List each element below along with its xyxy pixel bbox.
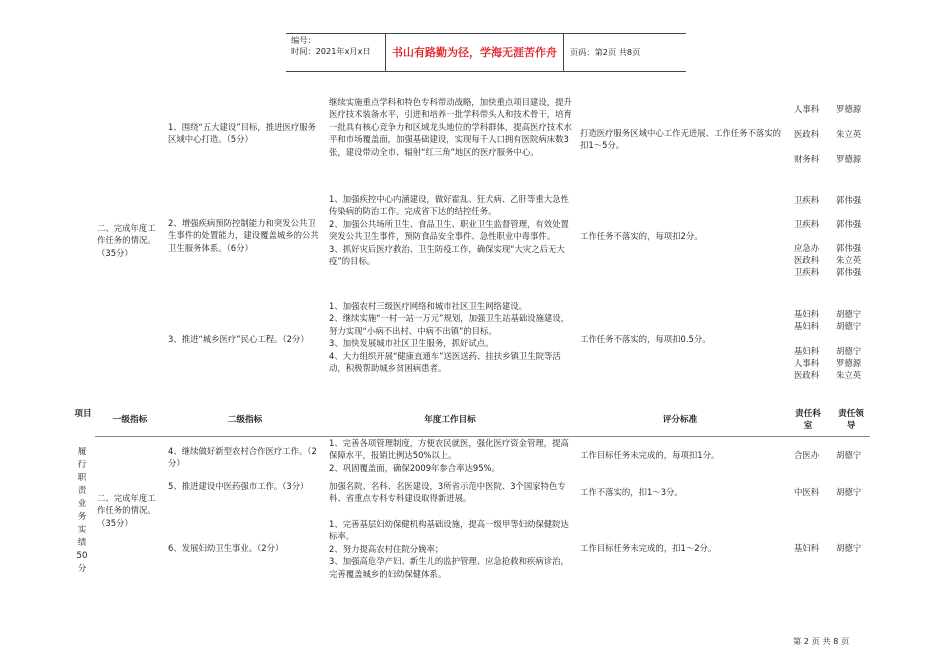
row2-level2: 2、增强疾病预防控制能力和突发公共卫生事件的处置能力，建设覆盖城乡的公共卫生服务体系。（6分） (168, 218, 319, 253)
row2-leader-3: 郭伟强 (836, 243, 862, 253)
col-level2: 二级指标 (227, 415, 263, 425)
row3-leader-2: 胡德宁 (836, 321, 862, 331)
row3-leader-4: 罗德源 (836, 358, 862, 368)
row3-dept-4: 人事科 (794, 358, 820, 368)
time-label: 时间：2021年x月x日 (291, 46, 371, 56)
item-char-6: 务 (77, 512, 87, 522)
row1-goal: 继续实施重点学科和特色专科带动战略，加快重点项目建设，提升医疗技术装备水平，引进和培养一批学科带头人和技术骨干，培育一批具有核心竞争力和区域龙头地位的学科群体，提高医疗技术水平和市场覆盖面，加强基础建设，实现每千人口拥有医院病床数3张，建设带动全市、辐射“红三角”地区的医疗服务中心。 (329, 97, 572, 157)
row3-dept-2: 基妇科 (794, 321, 820, 331)
row2-dept-2: 卫疾科 (794, 219, 820, 229)
row6-criteria: 工作目标任务未完成的，扣1～2分。 (580, 543, 717, 553)
header-motto: 书山有路勤为径，学海无涯苦作舟 (386, 34, 564, 71)
page-footer: 第 2 页 共 8 页 (793, 636, 850, 646)
row1-dept-3: 财务科 (794, 154, 820, 164)
item-char-1: 履 (77, 447, 87, 457)
item-char-10: 分 (77, 564, 87, 574)
row2-leader-1: 郭伟强 (836, 195, 862, 205)
item-char-3: 职 (77, 473, 87, 483)
row4-dept: 合医办 (794, 450, 820, 460)
row1-leader-2: 朱立英 (836, 129, 862, 139)
row6-leader: 胡德宁 (836, 543, 862, 553)
row5-goal: 加强名院、名科、名医建设，3所省示范中医院、3个国家特色专科、省重点专科专科建设取得新进展。 (329, 481, 566, 504)
col-leader: 责任领导 (838, 409, 864, 431)
col-criteria: 评分标准 (662, 415, 698, 425)
row2-leader-2: 郭伟强 (836, 219, 862, 229)
row1-dept-1: 人事科 (794, 104, 820, 114)
row4-goal: 1、完善各项管理制度，方便农民就医，强化医疗资金管理，提高保障水平，报销比例达50%以上。 2、巩固覆盖面，确保2009年参合率达95%。 (329, 438, 569, 473)
row2-dept-3: 应急办 (794, 243, 820, 253)
row3-leader-3: 胡德宁 (836, 346, 862, 356)
header-page-label: 页码：第2页 共8页 (570, 47, 641, 57)
header-meta (286, 34, 386, 71)
page-header (286, 33, 686, 72)
row3-dept-3: 基妇科 (794, 346, 820, 356)
row5-criteria: 工作不落实的，扣1～3分。 (580, 487, 683, 497)
row6-dept: 基妇科 (794, 543, 820, 553)
row1-criteria: 打造医疗服务区域中心工作无进展、工作任务不落实的扣1～5分。 (580, 128, 781, 151)
row1-leader-3: 罗德源 (836, 154, 862, 164)
item-char-9: 50 (76, 551, 88, 561)
level1-bottom: 二、完成年度工作任务的情况。（35分） (97, 493, 156, 528)
row4-level2: 4、继续做好新型农村合作医疗工作。（2分） (168, 446, 317, 469)
col-level1: 一级指标 (112, 415, 148, 425)
row2-criteria: 工作任务不落实的，每项扣2分。 (580, 231, 703, 241)
row2-leader-4: 朱立英 (836, 255, 862, 265)
row3-criteria: 工作任务不落实的，每项扣0.5分。 (580, 334, 711, 344)
col-item: 项目 (74, 409, 92, 419)
item-char-2: 行 (77, 460, 87, 470)
item-char-4: 责 (77, 486, 87, 496)
row2-leader-5: 郭伟强 (836, 267, 862, 277)
row6-goal: 1、完善基层妇幼保健机构基础设施，提高一级甲等妇幼保健院达标率。 2、努力提高农村住院分娩率； 3、加强高危孕产妇、新生儿的监护管理、应急抢救和疾病诊治，完善覆盖城乡的妇幼保健体系。 (329, 519, 569, 579)
row6-level2: 6、发展妇幼卫生事业。（2分） (168, 543, 284, 553)
row5-dept: 中医科 (794, 487, 820, 497)
row4-criteria: 工作目标任务未完成的，每项扣1分。 (580, 450, 720, 460)
row2-goal: 1、加强疾控中心内涵建设，做好霍乱、狂犬病、乙肝等重大急性传染病的防治工作。完成省下达的结控任务。 2、加强公共场所卫生、食品卫生、职业卫生监督管理，有效处置突发公共卫生事件，预防食品安全事件、急性职业中毒事件。 3、抓好灾后医疗救治、卫生防疫工作，确保实现“大灾之后无大疫”的目标。 (329, 194, 569, 267)
item-char-7: 实 (77, 525, 87, 535)
row3-leader-1: 胡德宁 (836, 309, 862, 319)
row1-dept-2: 医政科 (794, 129, 820, 139)
row2-dept-4: 医政科 (794, 255, 820, 265)
item-char-8: 绩 (77, 538, 87, 548)
row4-leader: 胡德宁 (836, 450, 862, 460)
row2-dept-5: 卫疾科 (794, 267, 820, 277)
col-goal: 年度工作目标 (424, 415, 476, 425)
number-label: 编号： (291, 35, 316, 45)
level1-top: 二、完成年度工作任务的情况。（35分） (97, 223, 156, 258)
row1-leader-1: 罗德源 (836, 104, 862, 114)
row3-goal: 1、加强农村三级医疗网络和城市社区卫生网络建设。 2、继续实施“一村一站一万元”规划，加强卫生站基础设施建设，努力实现“小病不出村、中病不出镇”的目标。 3、加快发展城市社区卫生服务，抓好试点。 4、大力组织开展“健康直通车”送医送药、挂扶乡镇卫生院等活动，积极帮助城乡贫困病患者。 (329, 301, 570, 374)
row5-leader: 胡德宁 (836, 487, 862, 497)
item-char-5: 业 (77, 499, 87, 509)
row3-leader-5: 朱立英 (836, 370, 862, 380)
row3-level2: 3、推进“城乡医疗”民心工程。（2分） (168, 334, 309, 344)
row2-dept-1: 卫疾科 (794, 195, 820, 205)
row3-dept-1: 基妇科 (794, 309, 820, 319)
col-dept: 责任科室 (795, 409, 821, 431)
row3-dept-5: 医政科 (794, 370, 820, 380)
row1-level2: 1、围绕“五大建设”目标，推进医疗服务区域中心打造。（5分） (168, 122, 317, 145)
row5-level2: 5、推进建设中医药强市工作。（3分） (168, 481, 309, 491)
